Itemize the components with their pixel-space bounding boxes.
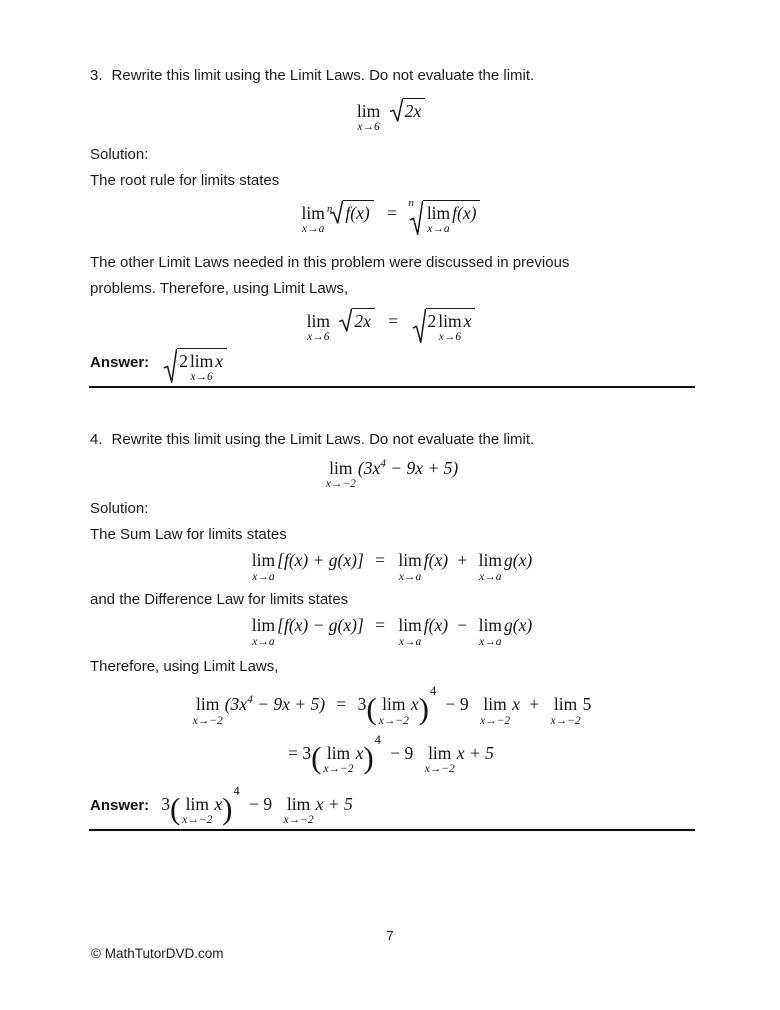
coefficient: 2	[179, 350, 188, 371]
variable: x	[355, 743, 364, 763]
limit-operator: lim x→a	[398, 615, 422, 648]
equals-sign: =	[387, 202, 397, 223]
bracket-expression: [f(x) + g(x)]	[277, 550, 364, 571]
equals-sign: =	[375, 615, 386, 636]
question-4-number: 4.	[90, 430, 103, 448]
equals-coefficient: = 3	[288, 743, 312, 763]
section-divider	[89, 829, 695, 831]
root-index: n	[326, 202, 333, 215]
radical-icon	[163, 348, 177, 384]
therefore-text: Therefore, using Limit Laws,	[90, 658, 279, 676]
q4-problem-formula	[90, 458, 692, 491]
exponent: 4	[429, 684, 437, 699]
answer-label: Answer:	[90, 353, 150, 371]
root-rule-intro: The root rule for limits states	[90, 171, 280, 189]
limit-operator: lim x→a	[301, 202, 325, 236]
right-paren: )	[222, 790, 233, 826]
minus-term: − 9	[445, 694, 469, 715]
radical-icon	[389, 98, 403, 122]
difference-law-formula	[90, 615, 692, 648]
page-number: 7	[386, 928, 394, 943]
left-paren: (	[311, 740, 322, 775]
question-4-title	[90, 430, 692, 450]
function-f: f(x)	[423, 615, 449, 636]
sum-law-formula	[90, 550, 692, 583]
question-3-number: 3.	[90, 67, 103, 84]
paragraph-line: problems. Therefore, using Limit Laws,	[90, 279, 349, 297]
square-root	[389, 98, 426, 122]
bracket-expression: [f(x) − g(x)]	[277, 615, 364, 636]
q3-answer-row	[90, 348, 692, 384]
answer-label: Answer:	[90, 796, 150, 814]
question-3-title	[90, 66, 692, 86]
limit-operator: lim x→a	[398, 550, 422, 583]
coefficient: 3	[161, 793, 170, 814]
minus-term: − 9	[390, 743, 414, 763]
sum-law-intro: The Sum Law for limits states	[90, 526, 287, 544]
limit-operator: lim x→−2	[550, 694, 581, 727]
limit-operator: lim x→a	[251, 615, 276, 648]
section-divider	[89, 386, 695, 388]
q4-working-formula-1	[90, 684, 692, 727]
radical-icon	[338, 308, 352, 332]
q4-solution-block	[90, 496, 692, 548]
function-f: f(x)	[423, 550, 449, 571]
left-paren: (	[366, 691, 377, 727]
limit-operator: lim x→6	[438, 310, 462, 344]
plus-sign: +	[529, 694, 540, 715]
square-root	[412, 308, 476, 344]
square-root	[163, 348, 227, 384]
exponent: 4	[233, 783, 240, 798]
function-g: g(x)	[504, 615, 533, 636]
right-paren: )	[363, 740, 374, 775]
square-root	[326, 200, 373, 224]
limit-operator: lim x→a	[478, 615, 503, 648]
coefficient: 3	[357, 694, 367, 715]
constant: 5	[582, 694, 592, 715]
limit-operator: lim x→−2	[182, 793, 213, 827]
variable: x	[214, 793, 223, 814]
coefficient: 2	[427, 310, 437, 331]
q3-working-formula	[90, 308, 692, 344]
limit-operator: lim x→a	[251, 550, 276, 583]
limit-operator: lim x→a	[426, 202, 451, 236]
radicand: 2x	[354, 310, 371, 331]
limit-operator: lim x→a	[478, 550, 503, 583]
polynomial: − 9x + 5)	[252, 694, 326, 715]
root-rule-formula	[90, 196, 692, 236]
exponent: 4	[374, 733, 381, 747]
polynomial: (3x	[224, 694, 248, 715]
limit-operator: lim x→−2	[192, 694, 223, 727]
radicand: f(x)	[345, 202, 370, 223]
solution-label: Solution:	[90, 500, 149, 518]
polynomial: (3x	[357, 457, 381, 478]
exponent: 4	[247, 694, 253, 707]
limit-operator: lim x→−2	[323, 743, 354, 776]
limit-operator: lim x→−2	[424, 743, 455, 776]
q4-answer-row	[90, 784, 692, 827]
q3-problem-formula	[90, 98, 692, 134]
limit-operator: lim x→−2	[283, 793, 314, 827]
variable: x	[410, 694, 419, 715]
copyright-text: © MathTutorDVD.com	[91, 946, 224, 961]
exponent: 4	[380, 457, 386, 470]
radicand: f(x)	[452, 202, 477, 223]
minus-term: − 9	[249, 793, 273, 814]
variable: x	[215, 350, 224, 371]
limit-operator: lim x→−2	[479, 694, 511, 727]
square-root	[338, 308, 375, 332]
plus-sign: +	[457, 550, 468, 571]
question-4-text: Rewrite this limit using the Limit Laws. Do not evaluate the limit.	[111, 430, 535, 448]
equals-sign: =	[388, 310, 399, 331]
question-3-text: Rewrite this limit using the Limit Laws. Do not evaluate the limit.	[111, 67, 535, 84]
square-root	[409, 200, 481, 236]
root-index: n	[408, 196, 414, 209]
radical-icon	[412, 308, 426, 344]
paragraph-line: The other Limit Laws needed in this problem were discussed in previous	[90, 253, 570, 271]
polynomial: − 9x + 5)	[386, 457, 459, 478]
solution-label: Solution:	[90, 145, 149, 163]
limit-operator: lim x→6	[306, 310, 330, 344]
radicand: 2x	[404, 101, 422, 121]
limit-operator: lim x→6	[189, 350, 214, 383]
q4-working-formula-2	[90, 733, 692, 776]
difference-law-intro: and the Difference Law for limits states	[90, 591, 349, 609]
q3-paragraph	[90, 250, 692, 302]
minus-sign: −	[457, 615, 468, 636]
equals-sign: =	[336, 694, 347, 715]
left-paren: (	[169, 790, 181, 826]
expression-tail: x + 5	[456, 743, 494, 763]
variable: x	[463, 310, 472, 331]
variable: x	[512, 694, 520, 715]
function-g: g(x)	[504, 550, 533, 571]
right-paren: )	[418, 691, 429, 727]
equals-sign: =	[375, 550, 386, 571]
limit-operator: lim x→6	[356, 101, 381, 134]
limit-operator: lim x→−2	[325, 457, 356, 490]
expression-tail: x + 5	[315, 793, 353, 814]
limit-operator: lim x→−2	[378, 694, 409, 727]
q3-solution-block	[90, 142, 692, 194]
